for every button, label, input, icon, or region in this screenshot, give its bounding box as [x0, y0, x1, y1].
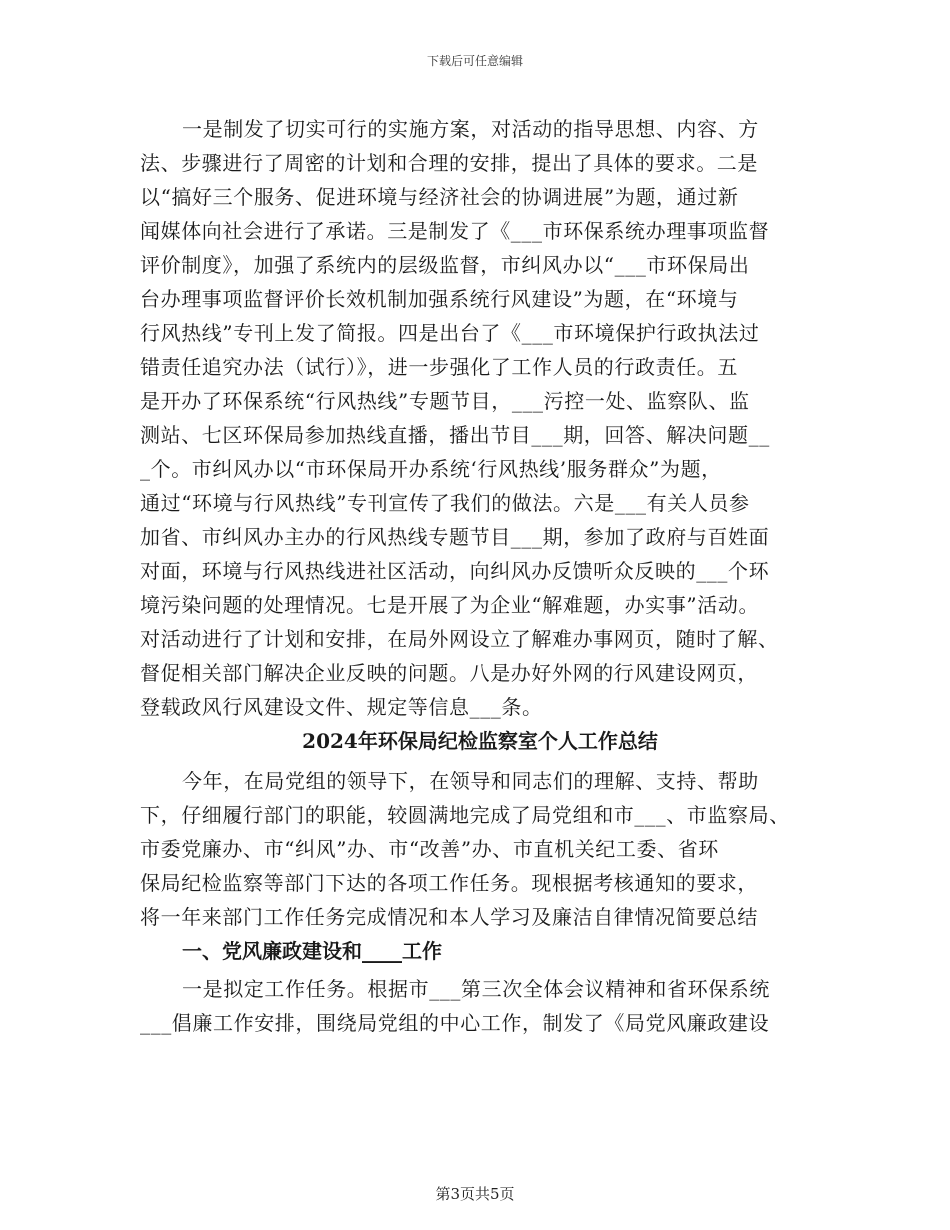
text-line: 登载政风行风建设文件、规定等信息___条。	[140, 695, 543, 719]
text-line: 对面，环境与行风热线进社区活动，向纠风办反馈听众反映的___个环	[140, 559, 770, 583]
paragraph-tasks	[140, 972, 820, 1040]
text-line: ___倡廉工作安排，围绕局党组的中心工作，制发了《局党风廉政建设	[140, 1011, 770, 1035]
text-line: 是开办了环保系统“行风热线”专题节目，___污控一处、监察队、监	[140, 389, 750, 413]
document-title: 2024年环保局纪检监察室个人工作总结	[302, 729, 658, 753]
text-line: 台办理事项监督评价长效机制加强系统行风建设”为题，在“环境与	[140, 287, 739, 311]
document-body	[140, 112, 820, 1040]
paragraph-activities	[140, 112, 820, 724]
text-line: 测站、七区环保局参加热线直播，播出节目___期，回答、解决问题__	[140, 423, 770, 447]
text-line: 对活动进行了计划和安排，在局外网设立了解难办事网页，随时了解、	[140, 627, 779, 651]
text-line: 今年，在局党组的领导下，在领导和同志们的理解、支持、帮助	[182, 769, 759, 793]
text-line: 闻媒体向社会进行了承诺。三是制发了《___市环保系统办理事项监督	[140, 219, 770, 243]
text-line: 评价制度》，加强了系统内的层级监督，市纠风办以“___市环保局出	[140, 253, 750, 277]
text-line: 境污染问题的处理情况。七是开展了为企业“解难题，办实事”活动。	[140, 593, 760, 617]
text-line: 保局纪检监察等部门下达的各项工作任务。现根据考核通知的要求，	[140, 871, 758, 895]
text-line: 通过“环境与行风热线”专刊宣传了我们的做法。六是___有关人员参	[140, 491, 750, 515]
text-line: 加省、市纠风办主办的行风热线专题节目___期，参加了政府与百姓面	[140, 525, 770, 549]
text-line: 行风热线”专刊上发了简报。四是出台了《___市环境保护行政执法过	[140, 321, 760, 345]
text-line: 一是制发了切实可行的实施方案，对活动的指导思想、内容、方	[182, 117, 759, 141]
text-line: 法、步骤进行了周密的计划和合理的安排，提出了具体的要求。二是	[140, 151, 758, 175]
text-line: 下，仔细履行部门的职能，较圆满地完成了局党组和市___、市监察局、	[140, 803, 790, 827]
text-line: 错责任追究办法（试行）》，进一步强化了工作人员的行政责任。五	[140, 355, 738, 379]
text-line: 督促相关部门解决企业反映的问题。八是办好外网的行风建设网页，	[140, 661, 758, 685]
page-footer: 第3页共5页	[435, 1185, 515, 1203]
text-line: 将一年来部门工作任务完成情况和本人学习及廉洁自律情况简要总结	[140, 905, 758, 929]
section-heading: 一、党风廉政建设和____工作	[182, 939, 442, 963]
paragraph-intro	[140, 764, 820, 934]
text-line: 以“搞好三个服务、促进环境与经济社会的协调进展”为题，通过新	[140, 185, 739, 209]
text-line: 市委党廉办、市“纠风”办、市“改善”办、市直机关纪工委、省环	[140, 837, 719, 861]
text-line: _个。市纠风办以“市环保局开办系统‘行风热线’服务群众”为题，	[140, 457, 722, 481]
page-header: 下载后可任意编辑	[426, 54, 523, 68]
text-line: 一是拟定工作任务。根据市___第三次全体会议精神和省环保系统	[182, 977, 770, 1001]
